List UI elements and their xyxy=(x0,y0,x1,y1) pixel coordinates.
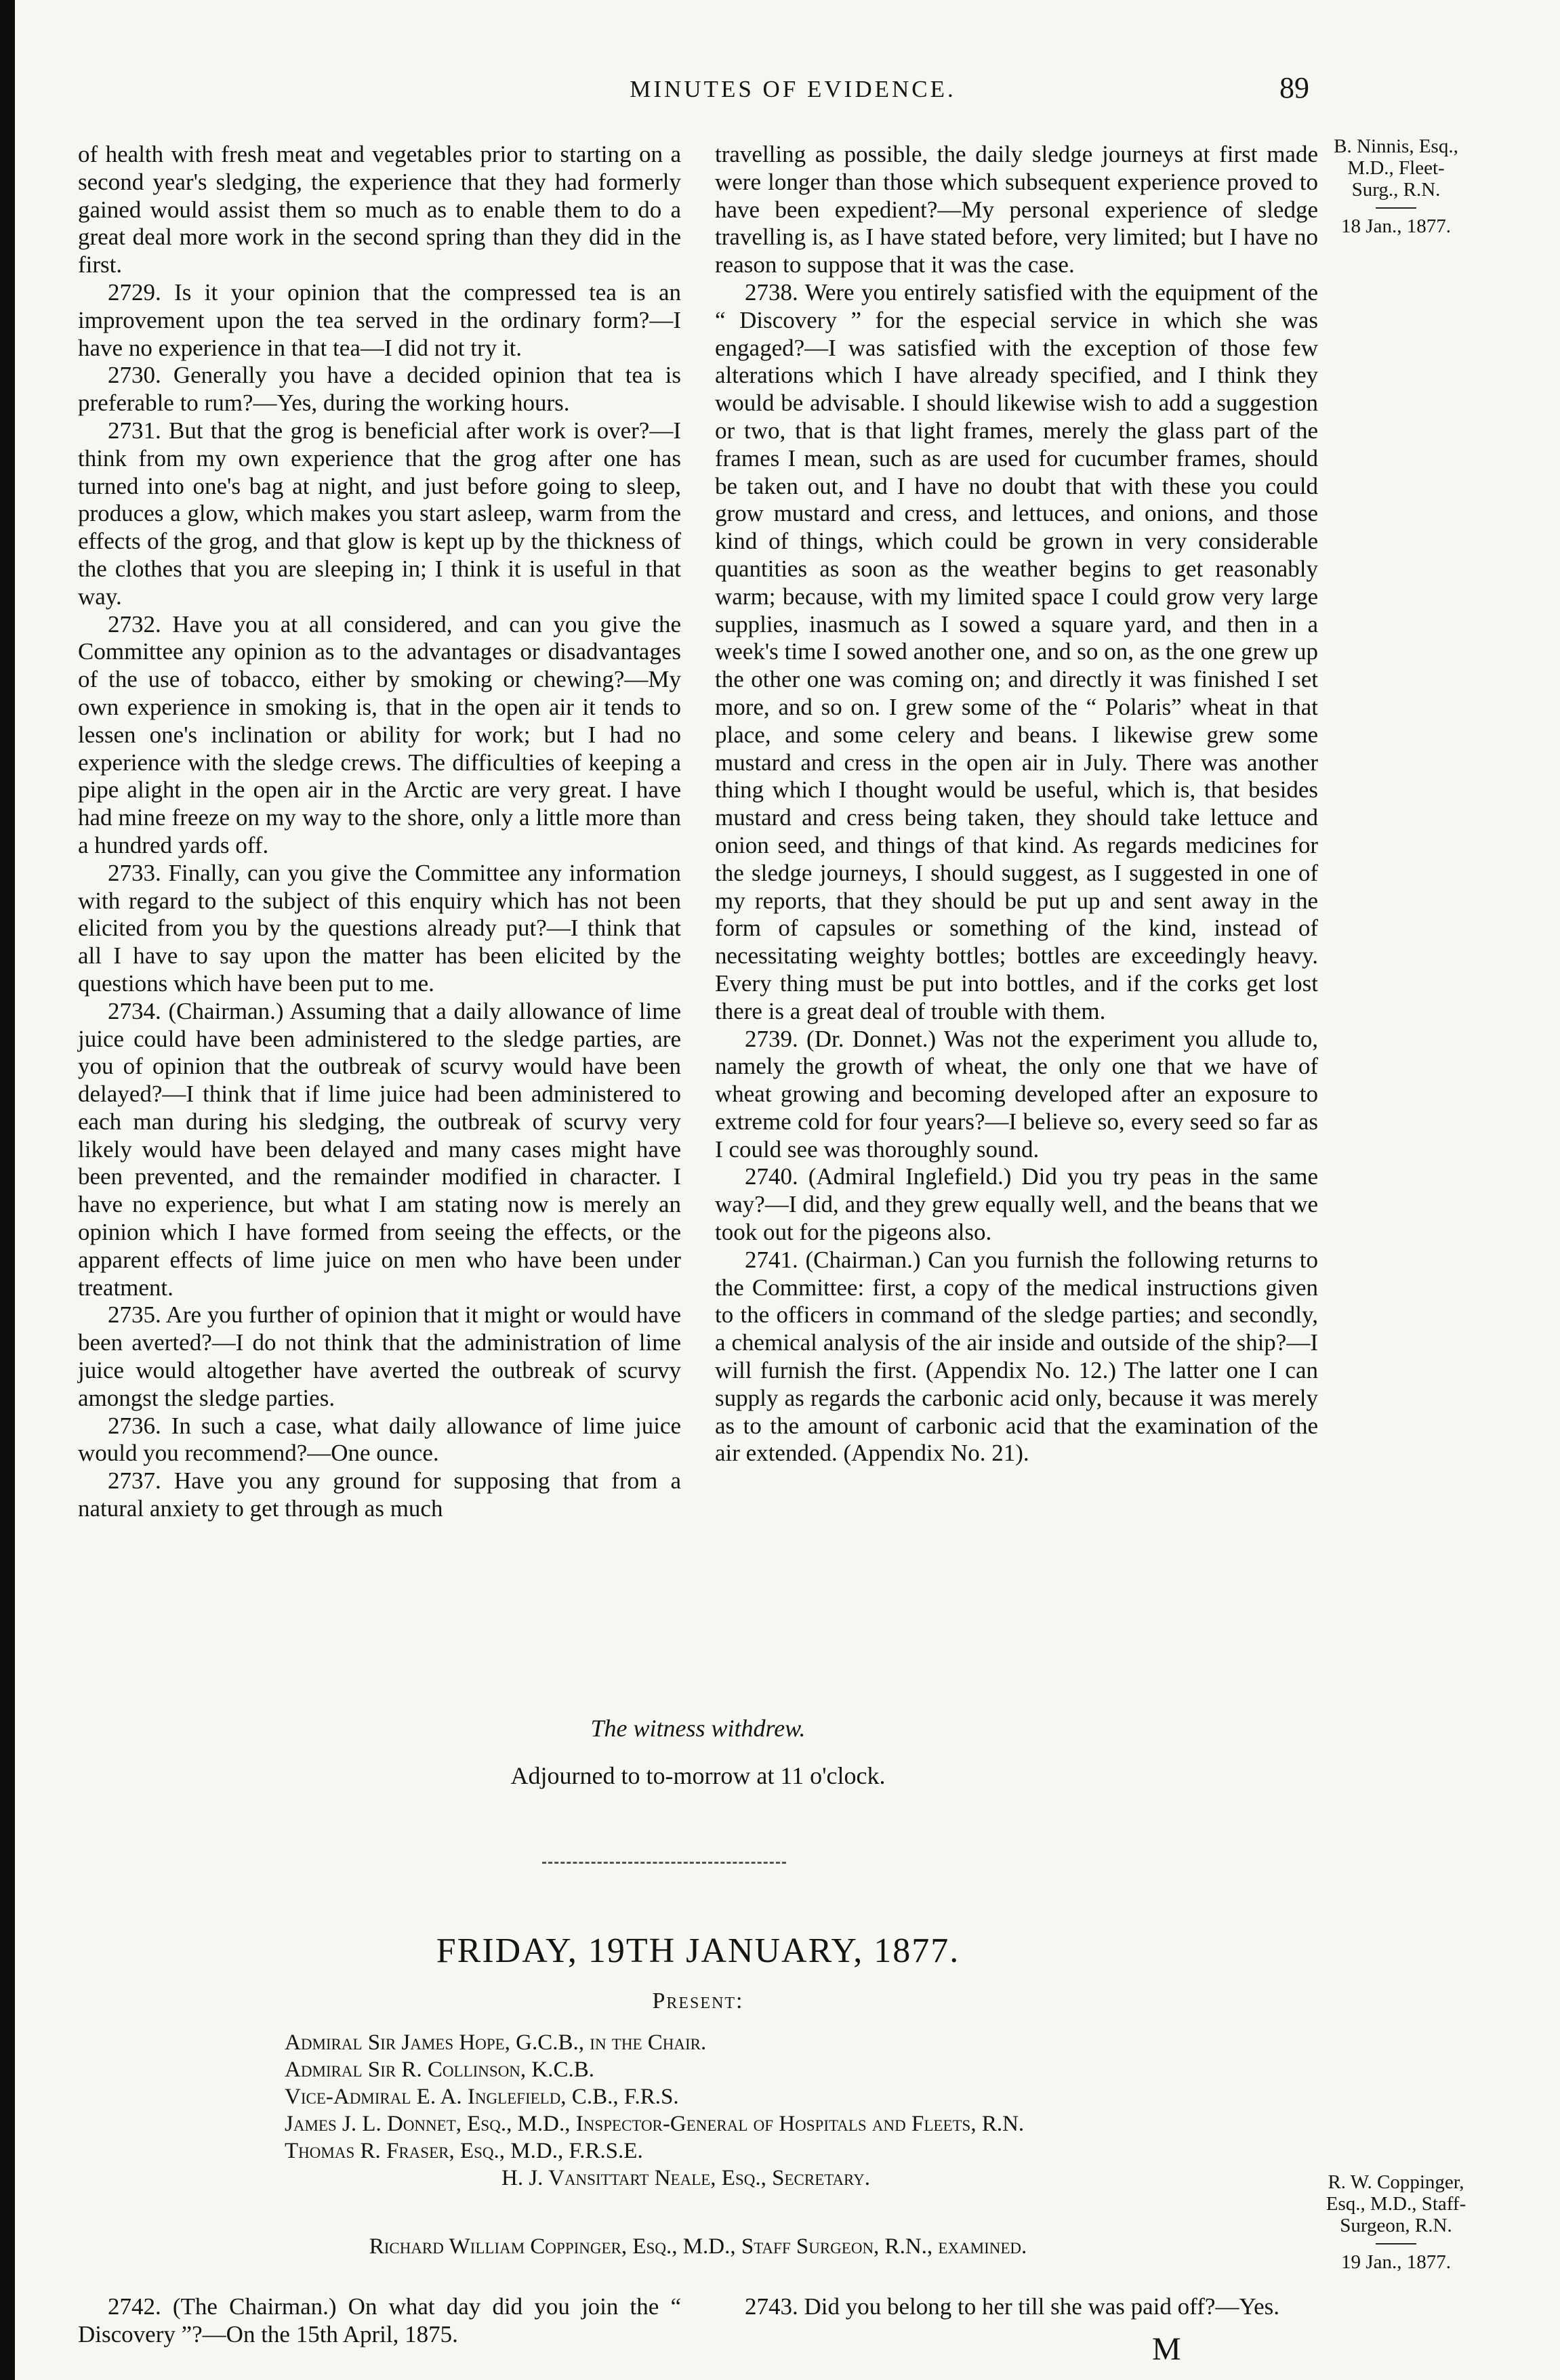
member: James J. L. Donnet, Esq., M.D., Inspector-General of Hospitals and Fleets, R.N. xyxy=(285,2112,1025,2136)
signature-mark: M xyxy=(1152,2331,1181,2367)
margin-note-name: R. W. Coppinger, Esq., M.D., Staff-Surgeon, R.N. xyxy=(1326,2171,1466,2236)
paragraph: 2738. Were you entirely satisfied with the equipment of the “ Discovery ” for the especial service in which she was engaged?—I was satisfied with the exception of those few alterations which I have already specified, and I think they would be advisable. I should likewise wish to add a suggestion or two, that is that light frames, merely the glass part of the frames I mean, such as are used for cucumber frames, should be taken out, and I have no doubt that with these you could grow mustard and cress, and lettuces, and onions, and those kind of things, which could be grown in very considerable quantities as soon as the weather begins to get reasonably warm; because, with my limited space I could grow very large supplies, inasmuch as I sowed a square yard, and then in a week's time I sowed another one, and so on, as the one grew up the other one was coming on; and directly it was finished I set more, and so on. I grew some of the “ Polaris” wheat in that place, and some celery and beans. I likewise grew some mustard and cress in the open air in July. There was another thing which I thought would be useful, which is, that besides mustard and cress being taken, they should take lettuce and onion seed, and things of that kind. As regards medicines for the sledge journeys, I should suggest, as I suggested in one of my reports, that they should be put up and sent away in the form of capsules or something of the kind, instead of necessitating weighty bottles; bottles are exceedingly heavy. Every thing must be put into bottles, and if the corks get lost there is a great deal of trouble with them. xyxy=(715,278,1318,1024)
adjourned-note: Adjourned to to-morrow at 11 o'clock. xyxy=(510,1762,886,1789)
paragraph: of health with fresh meat and vegetables prior to starting on a second year's sledging, the experience that they had formerly gained would assist them so much as to enable them to do a great deal more work in the second spring than they did in the first. xyxy=(78,141,681,278)
section-divider xyxy=(542,1862,786,1866)
margin-note-date: 19 Jan., 1877. xyxy=(1341,2251,1451,2273)
paragraph: 2732. Have you at all considered, and can you give the Committee any opinion as to the advantages or disadvantages of the use of tobacco, either by smoking or chewing?—My own experience in smoking is, that in the open air it tends to lessen one's inclination or ability for work; but I had no experience with the sledge crews. The difficulties of keeping a pipe alight in the open air in the Arctic are very great. I have had mine freeze on my way to the shore, only a little more than a hundred yards off. xyxy=(78,610,681,858)
margin-note-date: 18 Jan., 1877. xyxy=(1341,215,1451,237)
paragraph: 2737. Have you any ground for supposing that from a natural anxiety to get through as much xyxy=(78,1467,681,1522)
running-title: MINUTES OF EVIDENCE. xyxy=(630,76,956,102)
margin-note-witness-1 xyxy=(1325,135,1467,237)
paragraph: 2741. (Chairman.) Can you furnish the following returns to the Committee: first, a copy of the medical instructions given to the officers in command of the sledge parties; and secondly, a chemical analysis of the air inside and outside of the ship?—I will furnish the first. (Appendix No. 12.) The latter one I can supply as regards the carbonic acid only, because it was merely as to the amount of carbonic acid that the examination of the air extended. (Appendix No. 21). xyxy=(715,1246,1318,1467)
left-column xyxy=(78,141,681,1523)
paragraph: 2729. Is it your opinion that the compressed tea is an improvement upon the tea served in the ordinary form?—I have no experience in that tea—I did not try it. xyxy=(78,278,681,361)
paragraph: 2736. In such a case, what daily allowance of lime juice would you recommend?—One ounce. xyxy=(78,1412,681,1467)
margin-rule xyxy=(1376,2243,1416,2245)
paragraph: 2739. (Dr. Donnet.) Was not the experiment you allude to, namely the growth of wheat, the only one that we have of wheat growing and becoming developed after an exposure to extreme cold for four years?—I believe so, every seed so far as I could see was thoroughly sound. xyxy=(715,1025,1318,1163)
right-column xyxy=(715,141,1318,1467)
margin-note-name: B. Ninnis, Esq., M.D., Fleet-Surg., R.N. xyxy=(1334,135,1458,201)
left-edge-rule xyxy=(0,0,15,2380)
witness-line: Richard William Coppinger, Esq., M.D., Staff Surgeon, R.N., examined. xyxy=(369,2234,1027,2259)
page-number: 89 xyxy=(1279,71,1309,104)
members-list xyxy=(285,2029,1233,2192)
member: Thomas R. Fraser, Esq., M.D., F.R.S.E. xyxy=(285,2139,643,2163)
paragraph: travelling as possible, the daily sledge journeys at first made were longer than those which subsequent experience proved to have been expedient?—My personal experience of sledge travelling is, as I have stated before, very limited; but I have no reason to suppose that it was the case. xyxy=(715,141,1318,278)
present-label: Present: xyxy=(652,1988,744,2013)
member: Vice-Admiral E. A. Inglefield, C.B., F.R.S. xyxy=(285,2085,679,2109)
paragraph: 2730. Generally you have a decided opinion that tea is preferable to rum?—Yes, during the working hours. xyxy=(78,362,681,417)
member: H. J. Vansittart Neale, Esq., Secretary. xyxy=(501,2166,870,2190)
witness-withdrew: The witness withdrew. xyxy=(590,1715,806,1742)
paragraph: 2735. Are you further of opinion that it might or would have been averted?—I do not think that the administration of lime juice would altogether have averted the outbreak of scurvy amongst the sledge parties. xyxy=(78,1301,681,1411)
margin-rule xyxy=(1376,207,1416,209)
paragraph: 2733. Finally, can you give the Committee any information with regard to the subject of this enquiry which has not been elicited from you by the questions already put?—I think that all I have to say upon the matter has been elicited by the questions which have been put to me. xyxy=(78,859,681,997)
paragraph: 2731. But that the grog is beneficial after work is over?—I think from my own experience that the grog after one has turned into one's bag at night, and just before going to sleep, produces a glow, which makes you start asleep, warm from the effects of the grog, and that glow is kept up by the thickness of the clothes that you are sleeping in; I think it is useful in that way. xyxy=(78,417,681,610)
paragraph: 2740. (Admiral Inglefield.) Did you try peas in the same way?—I did, and they grew equally well, and the beans that we took out for the pigeons also. xyxy=(715,1163,1318,1246)
member: Admiral Sir R. Collinson, K.C.B. xyxy=(285,2058,595,2082)
paragraph: 2734. (Chairman.) Assuming that a daily allowance of lime juice could have been administered to the sledge parties, are you of opinion that the outbreak of scurvy would have been delayed?—I think that if lime juice had been administered to each man during his sledging, the outbreak of scurvy very likely would have been delayed and many cases might have been prevented, and the remainder modified in character. I have no experience, but what I am stating now is merely an opinion which I have formed from seeing the effects, or the apparent effects of lime juice on men who have been under treatment. xyxy=(78,997,681,1301)
question-2743: 2743. Did you belong to her till she was paid off?—Yes. xyxy=(745,2293,1280,2320)
day-heading: FRIDAY, 19TH JANUARY, 1877. xyxy=(436,1932,960,1970)
question-2742: 2742. (The Chairman.) On what day did you join the “ Discovery ”?—On the 15th April, 1875. xyxy=(78,2293,681,2347)
member: Admiral Sir James Hope, G.C.B., in the Chair. xyxy=(285,2030,707,2055)
margin-note-witness-2 xyxy=(1325,2171,1467,2273)
